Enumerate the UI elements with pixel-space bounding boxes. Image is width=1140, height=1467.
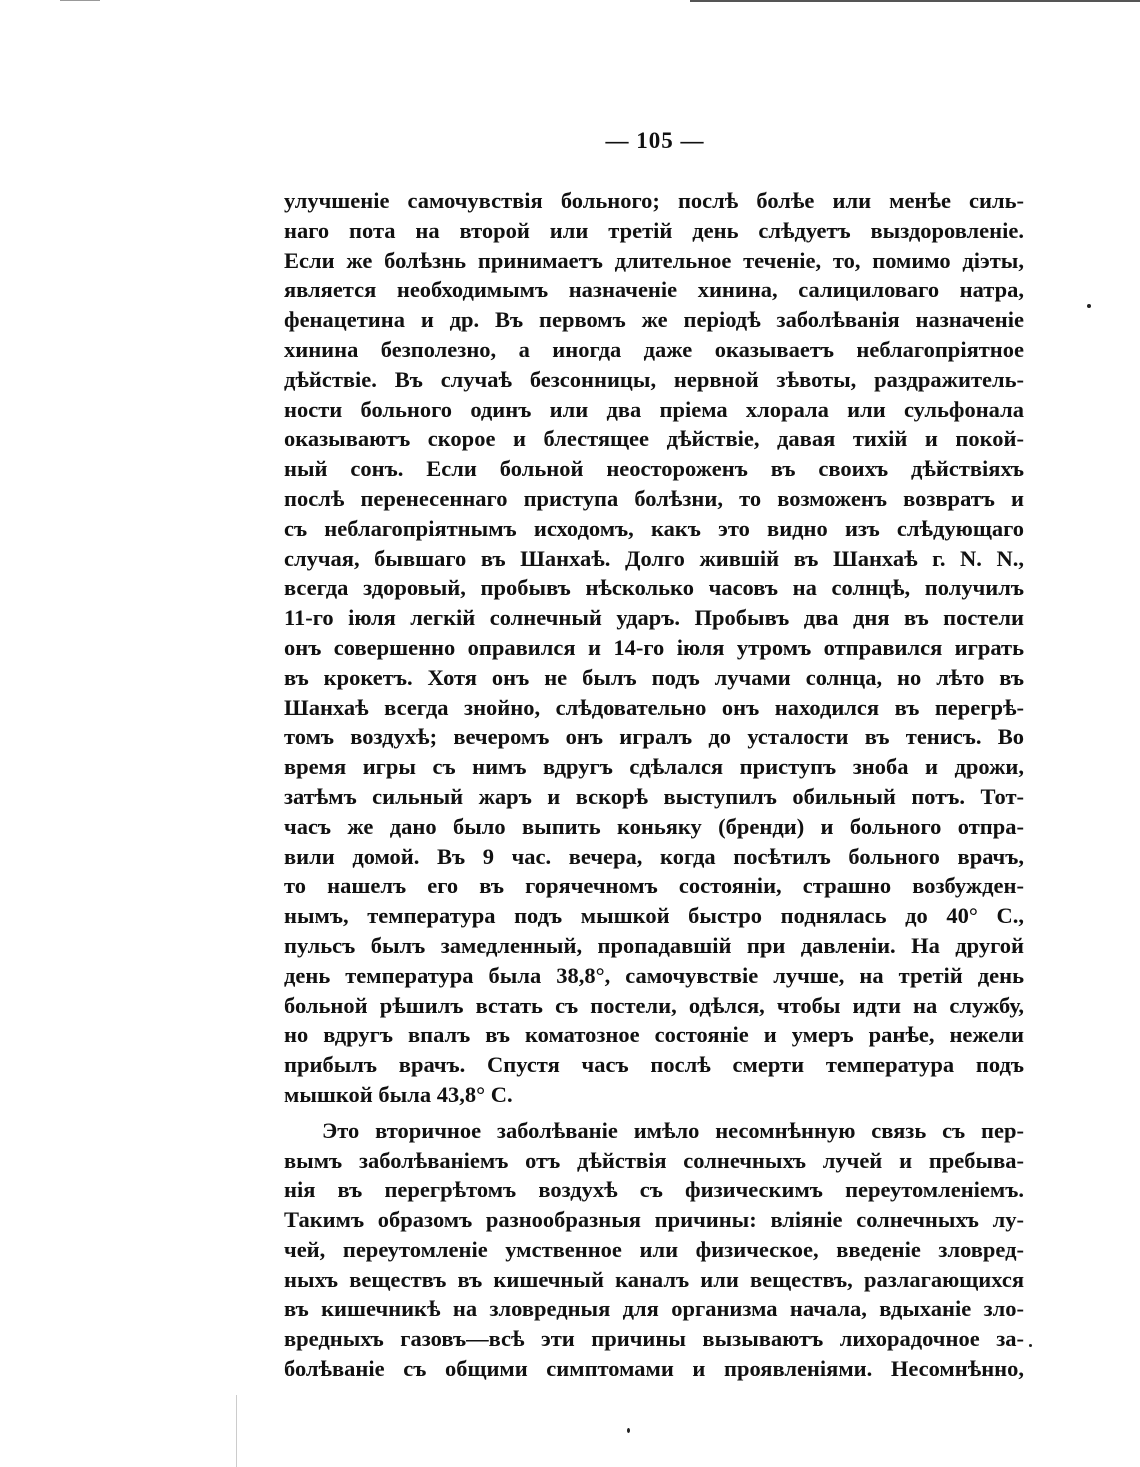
text-line: дѣйствіе. Въ случаѣ безсонницы, нервной зѣвоты, раздражитель- [284,366,1024,392]
text-line: пульсъ былъ замедленный, пропадавшій при давленіи. На другой [284,932,1024,958]
text-line: прибылъ врачъ. Спустя часъ послѣ смерти температура подъ [284,1052,1024,1078]
text-line: больной рѣшилъ встать съ постели, одѣлся, чтобы идти на службу, [284,992,1024,1018]
page-number: — 105 — [605,128,705,153]
text-line: томъ воздухѣ; вечеромъ онъ игралъ до усталости въ тенисъ. Во [284,724,1024,750]
text-line: день температура была 38,8°, самочувствіе лучше, на третій день [284,962,1024,988]
text-line: оказываютъ скорое и блестящее дѣйствіе, давая тихій и покой- [284,426,1024,452]
text-line: ности больного одинъ или два пріема хлорала или сульфонала [284,396,1024,422]
text-line: вили домой. Въ 9 час. вечера, когда посѣтилъ больного врачъ, [284,843,1024,869]
ink-speck [1029,1344,1032,1347]
text-line: въ крокетъ. Хотя онъ не былъ подъ лучами солнца, но лѣто въ [284,664,1024,690]
ink-speck [1087,304,1091,308]
ink-speck [627,1428,630,1433]
text-line: но вдругъ впалъ въ коматозное состояніе и умеръ ранѣе, нежели [284,1022,1024,1048]
text-line: вымъ заболѣваніемъ отъ дѣйствія солнечныхъ лучей и пребыва- [284,1147,1024,1173]
text-line: Если же болѣзнь принимаетъ длительное теченіе, то, помимо діэты, [284,247,1024,273]
text-line: онъ совершенно оправился и 14-го іюля утромъ отправился играть [284,634,1024,660]
text-line: часъ же дано было выпить коньяку (бренди) и больного отпра- [284,813,1024,839]
text-line: болѣваніе съ общими симптомами и проявленіями. Несомнѣнно, [284,1356,1024,1382]
text-line: хинина безполезно, а иногда даже оказываетъ неблагопріятное [284,336,1024,362]
text-line: Такимъ образомъ разнообразныя причины: вліяніе солнечныхъ лу- [284,1207,1024,1233]
text-line: послѣ перенесеннаго приступа болѣзни, то возможенъ возвратъ и [284,485,1024,511]
text-line: съ неблагопріятнымъ исходомъ, какъ это видно изъ слѣдующаго [284,515,1024,541]
text-line: затѣмъ сильный жаръ и вскорѣ выступилъ обильный потъ. Тот- [284,783,1024,809]
text-line: чей, переутомленіе умственное или физическое, введеніе зловред- [284,1236,1024,1262]
text-line: всегда здоровый, пробывъ нѣсколько часовъ на солнцѣ, получилъ [284,575,1024,601]
top-edge-rule [690,0,1140,2]
text-line: нія въ перегрѣтомъ воздухѣ съ физическимъ переутомленіемъ. [284,1177,1024,1203]
text-line: мышкой была 43,8° С. [284,1081,513,1107]
page-margin-line [236,1395,237,1467]
text-line: ныхъ веществъ въ кишечный каналъ или веществъ, разлагающихся [284,1266,1024,1292]
text-line: нымъ, температура подъ мышкой быстро поднялась до 40° С., [284,903,1024,929]
text-line: наго пота на второй или третій день слѣдуетъ выздоровленіе. [284,217,1024,243]
paragraph-2 [284,1116,1024,1384]
text-line: Шанхаѣ всегда знойно, слѣдовательно онъ находился въ перегрѣ- [284,694,1024,720]
text-line: улучшеніе самочувствія больного; послѣ болѣе или менѣе силь- [284,188,1024,213]
body-text [284,186,1024,1384]
paragraph-1 [284,186,1024,1110]
text-line: 11-го іюля легкій солнечный ударъ. Пробывъ два дня въ постели [284,605,1024,631]
text-line: является необходимымъ назначеніе хинина, салициловаго натра, [284,277,1024,303]
top-edge-mark [60,0,100,1]
text-line: случая, бывшаго въ Шанхаѣ. Долго жившій въ Шанхаѣ г. N. N., [284,545,1024,571]
text-line: Это вторичное заболѣваніе имѣло несомнѣнную связь съ пер- [322,1117,1024,1143]
text-line: фенацетина и др. Въ первомъ же періодѣ заболѣванія назначеніе [284,307,1024,333]
text-line: ный сонъ. Если больной неостороженъ въ своихъ дѣйствіяхъ [284,456,1024,482]
text-line: то нашелъ его въ горячечномъ состояніи, страшно возбужден- [284,873,1024,899]
text-line: время игры съ нимъ вдругъ сдѣлался приступъ зноба и дрожи, [284,754,1024,780]
text-line: вредныхъ газовъ—всѣ эти причины вызываютъ лихорадочное за- [284,1326,1024,1352]
text-line: въ кишечникѣ на зловредныя для организма начала, вдыханіе зло- [284,1296,1024,1322]
